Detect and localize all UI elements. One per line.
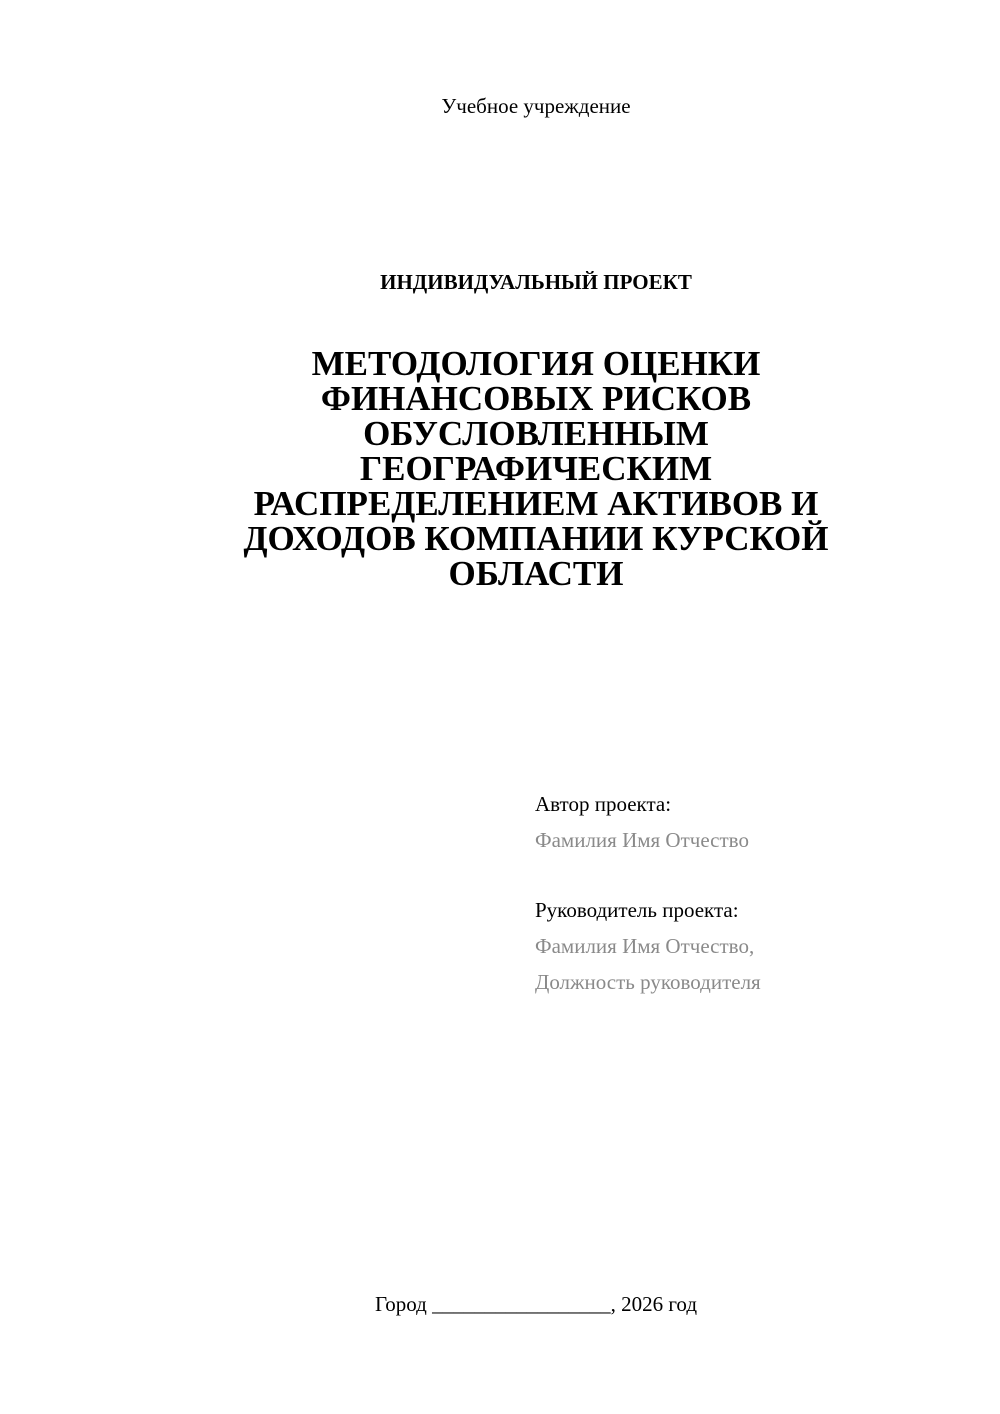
supervisor-block (535, 892, 975, 1000)
author-block (535, 786, 975, 858)
project-title-line: ОБЛАСТИ (448, 554, 624, 593)
institution-name: Учебное учреждение (441, 94, 631, 118)
project-title-line: ГЕОГРАФИЧЕСКИМ (359, 449, 713, 488)
author-name: Фамилия Имя Отчество (535, 828, 749, 852)
supervisor-name: Фамилия Имя Отчество, (535, 934, 755, 958)
project-title (150, 346, 922, 591)
project-title-line: ДОХОДОВ КОМПАНИИ КУРСКОЙ (243, 519, 829, 558)
city-year-line: Город _________________, 2026 год (374, 1292, 698, 1316)
project-title-line: РАСПРЕДЕЛЕНИЕМ АКТИВОВ И (253, 484, 819, 523)
supervisor-position: Должность руководителя (535, 970, 761, 994)
author-label: Автор проекта: (535, 792, 672, 816)
project-title-line: МЕТОДОЛОГИЯ ОЦЕНКИ (311, 344, 761, 383)
project-type-heading: ИНДИВИДУАЛЬНЫЙ ПРОЕКТ (380, 270, 692, 294)
supervisor-label: Руководитель проекта: (535, 898, 739, 922)
project-title-line: ОБУСЛОВЛЕННЫМ (363, 414, 709, 453)
project-title-line: ФИНАНСОВЫХ РИСКОВ (320, 379, 752, 418)
